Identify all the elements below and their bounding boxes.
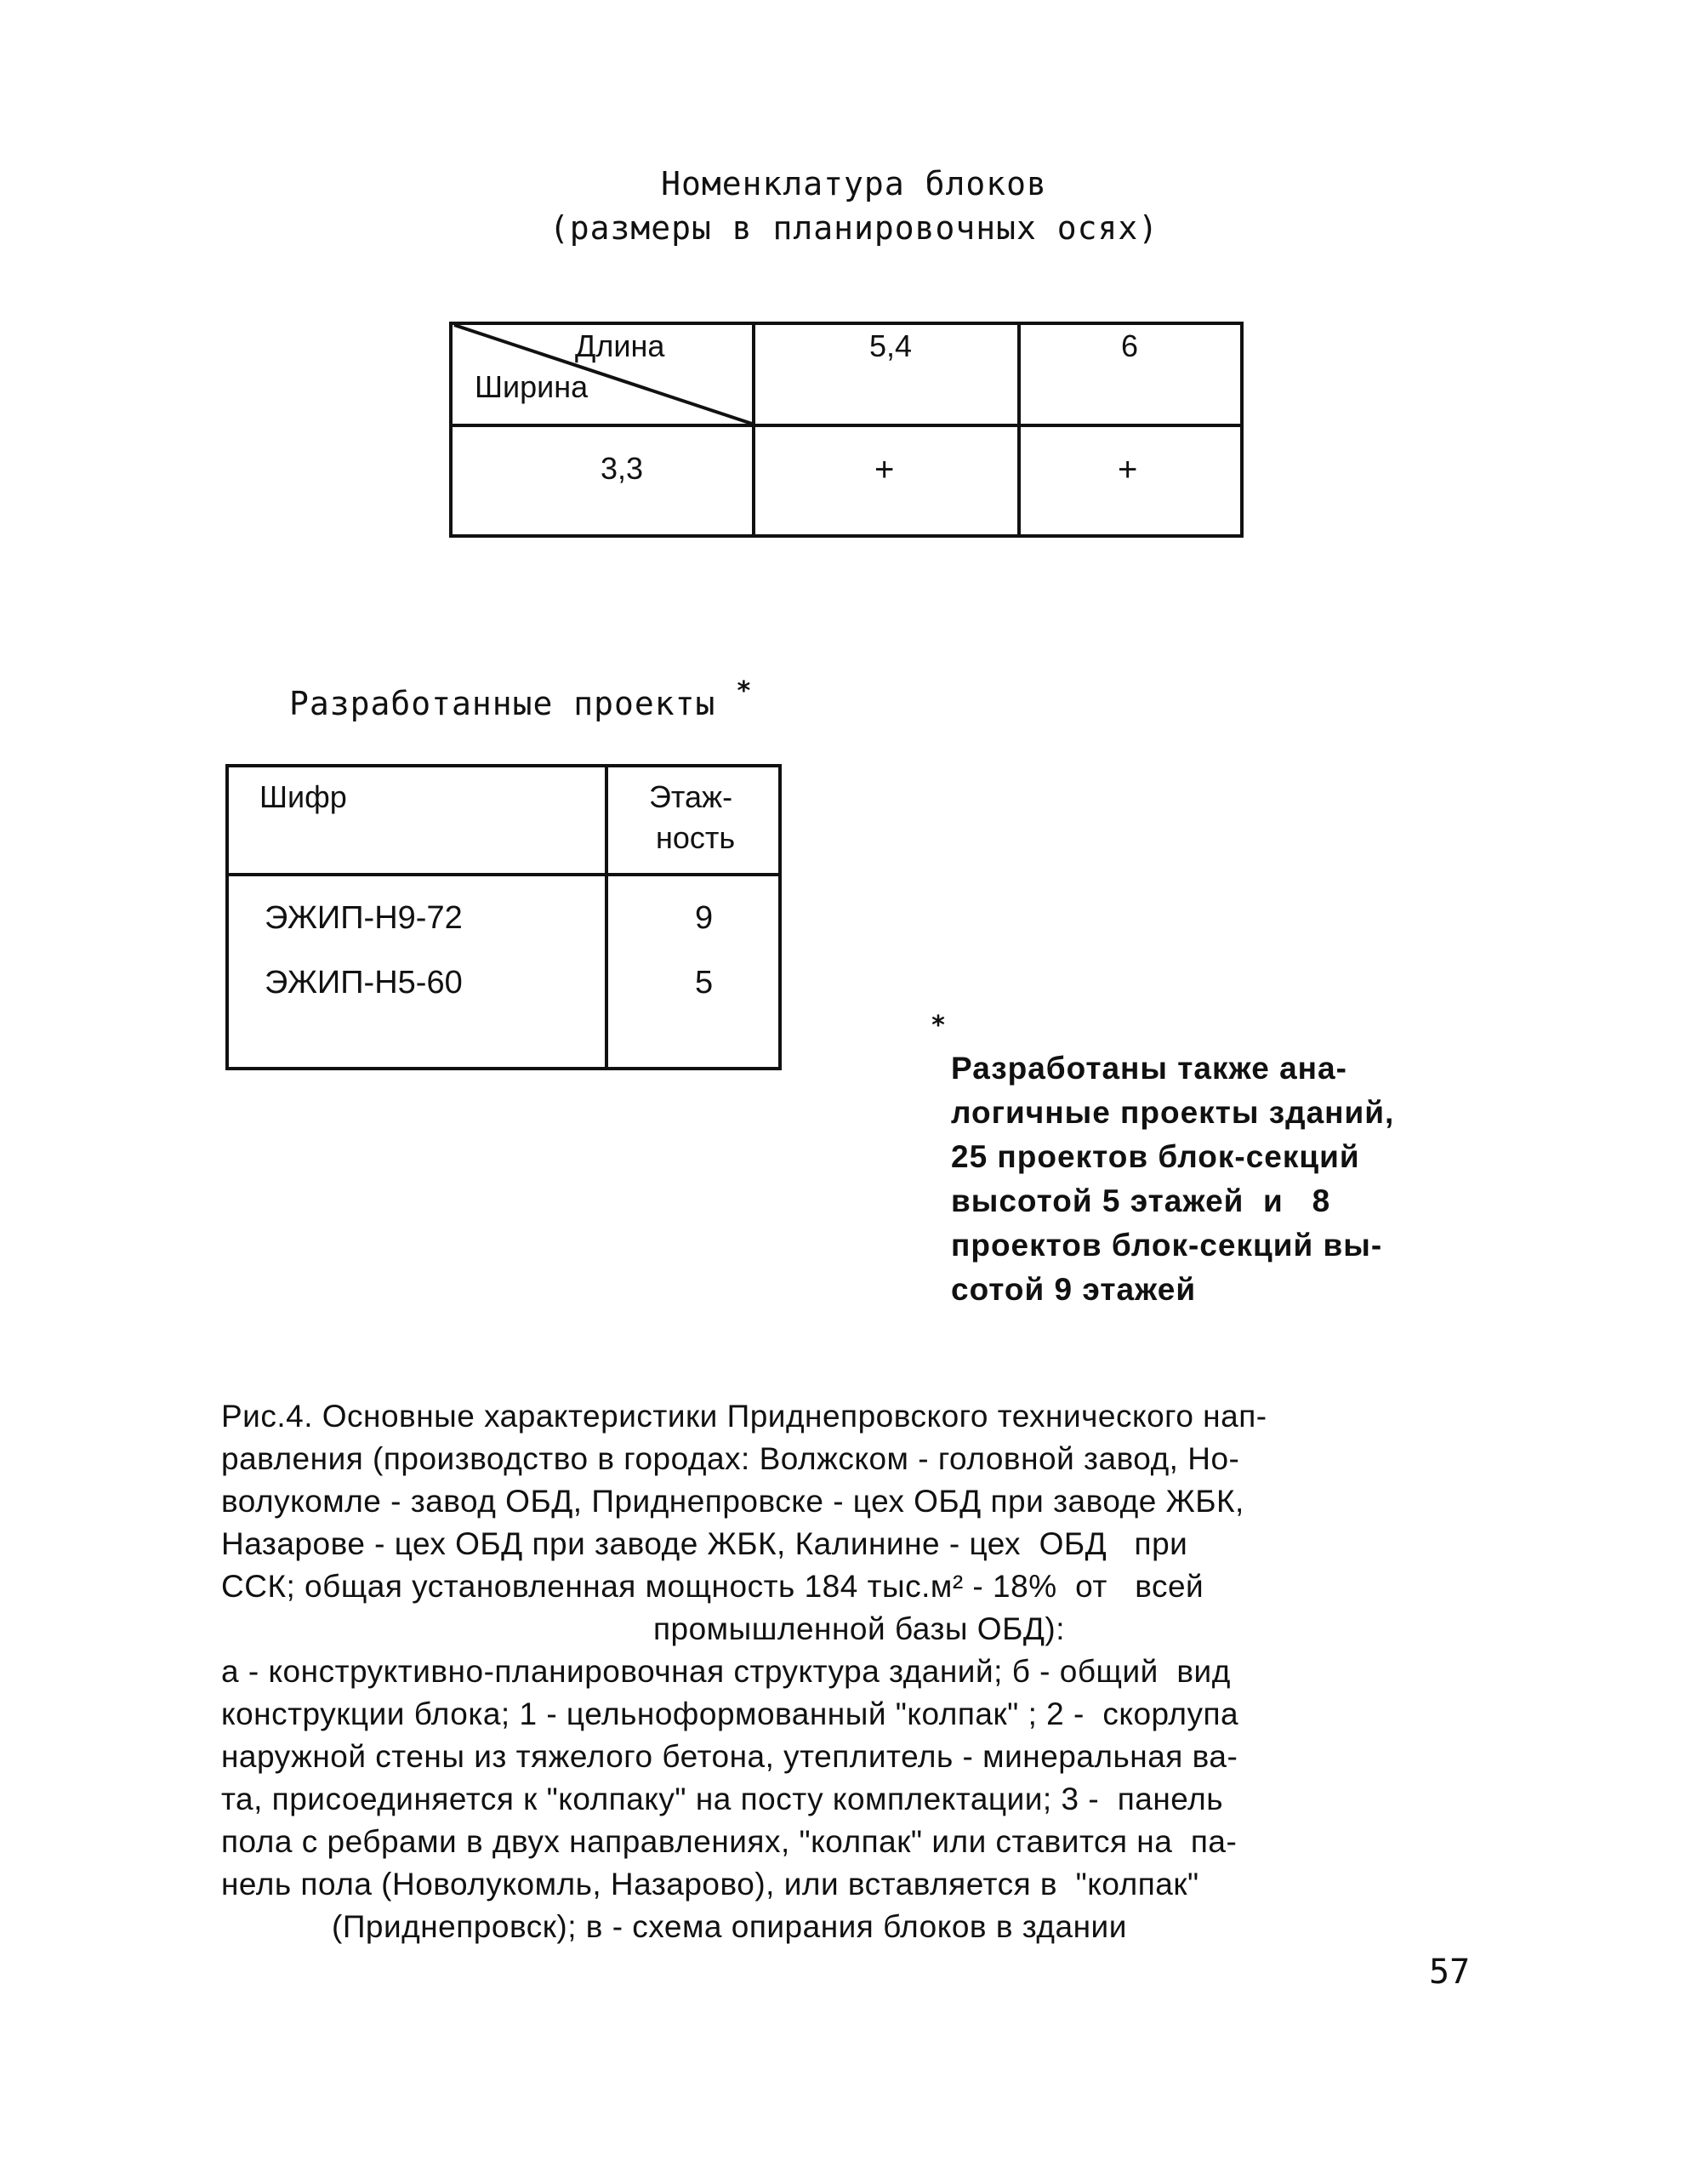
footnote-line: логичные проекты зданий, xyxy=(951,1095,1395,1130)
projects-table xyxy=(225,764,778,1070)
project-floors-1: 9 xyxy=(695,900,714,936)
cell-plus-2: + xyxy=(1118,451,1138,488)
project-code-1: ЭЖИП-Н9-72 xyxy=(265,900,463,936)
col-floors-header-2: ность xyxy=(656,820,736,855)
figure-caption xyxy=(221,1395,1497,1948)
caption-line: волукомле - завод ОБД, Приднепровске - цех ОБД при заводе ЖБК, xyxy=(221,1484,1244,1519)
nomenclature-table xyxy=(449,322,1244,538)
projects-title-text: Разработанные проекты xyxy=(289,685,716,722)
caption-line: та, присоединяется к "колпаку" на посту комплектации; 3 - панель xyxy=(221,1782,1223,1816)
col-5-4: 5,4 xyxy=(869,328,913,363)
caption-line: нель пола (Новолукомль, Назарово), или вставляется в "колпак" xyxy=(221,1867,1199,1902)
caption-line: наружной стены из тяжелого бетона, утеплитель - минеральная ва- xyxy=(221,1739,1238,1774)
header-width: Ширина xyxy=(475,369,589,404)
footnote-line: проектов блок-секций вы- xyxy=(951,1228,1383,1263)
footnote-line: высотой 5 этажей и 8 xyxy=(951,1183,1331,1218)
nomenclature-title-line2: (размеры в планировочных осях) xyxy=(549,209,1159,247)
project-floors-2: 5 xyxy=(695,965,714,1001)
nomenclature-title-line1: Номенклатура блоков xyxy=(661,165,1047,202)
col-floors-header-1: Этаж- xyxy=(649,779,733,814)
caption-line: ССК; общая установленная мощность 184 тыс.м² - 18% от всей xyxy=(221,1569,1204,1604)
projects-table-header-line xyxy=(225,873,782,876)
footnote-text xyxy=(951,1046,1394,1312)
col-6: 6 xyxy=(1121,328,1139,363)
row-3-3: 3,3 xyxy=(601,451,644,486)
caption-line: (Приднепровск); в - схема опирания блоков в здании xyxy=(332,1909,1127,1944)
caption-line: а - конструктивно-планировочная структура зданий; б - общий вид xyxy=(221,1654,1231,1689)
footnote-line: 25 проектов блок-секций xyxy=(951,1139,1360,1174)
caption-line: равления (производство в городах: Волжском - головной завод, Но- xyxy=(221,1441,1240,1476)
projects-title-mark: * xyxy=(736,676,753,706)
caption-line: промышленной базы ОБД): xyxy=(652,1611,1066,1646)
cell-plus-1: + xyxy=(874,451,895,488)
nomenclature-title xyxy=(0,162,1708,250)
page-number: 57 xyxy=(1429,1953,1471,1992)
projects-table-divider xyxy=(605,764,608,1070)
projects-title xyxy=(289,676,753,722)
col-code-header: Шифр xyxy=(259,779,347,814)
footnote-line: Разработаны также ана- xyxy=(951,1051,1347,1086)
header-length: Длина xyxy=(575,328,665,363)
caption-line: конструкции блока; 1 - цельноформованный "колпак" ; 2 - скорлупа xyxy=(221,1696,1239,1731)
footnote-line: сотой 9 этажей xyxy=(951,1272,1197,1307)
caption-line: Рис.4. Основные характеристики Приднепровского технического нап- xyxy=(221,1399,1267,1434)
footnote-mark: * xyxy=(931,1011,947,1041)
caption-line: пола с ребрами в двух направлениях, "колпак" или ставится на па- xyxy=(221,1824,1238,1859)
caption-line: Назарове - цех ОБД при заводе ЖБК, Калинине - цех ОБД при xyxy=(221,1526,1188,1561)
project-code-2: ЭЖИП-Н5-60 xyxy=(265,965,463,1001)
